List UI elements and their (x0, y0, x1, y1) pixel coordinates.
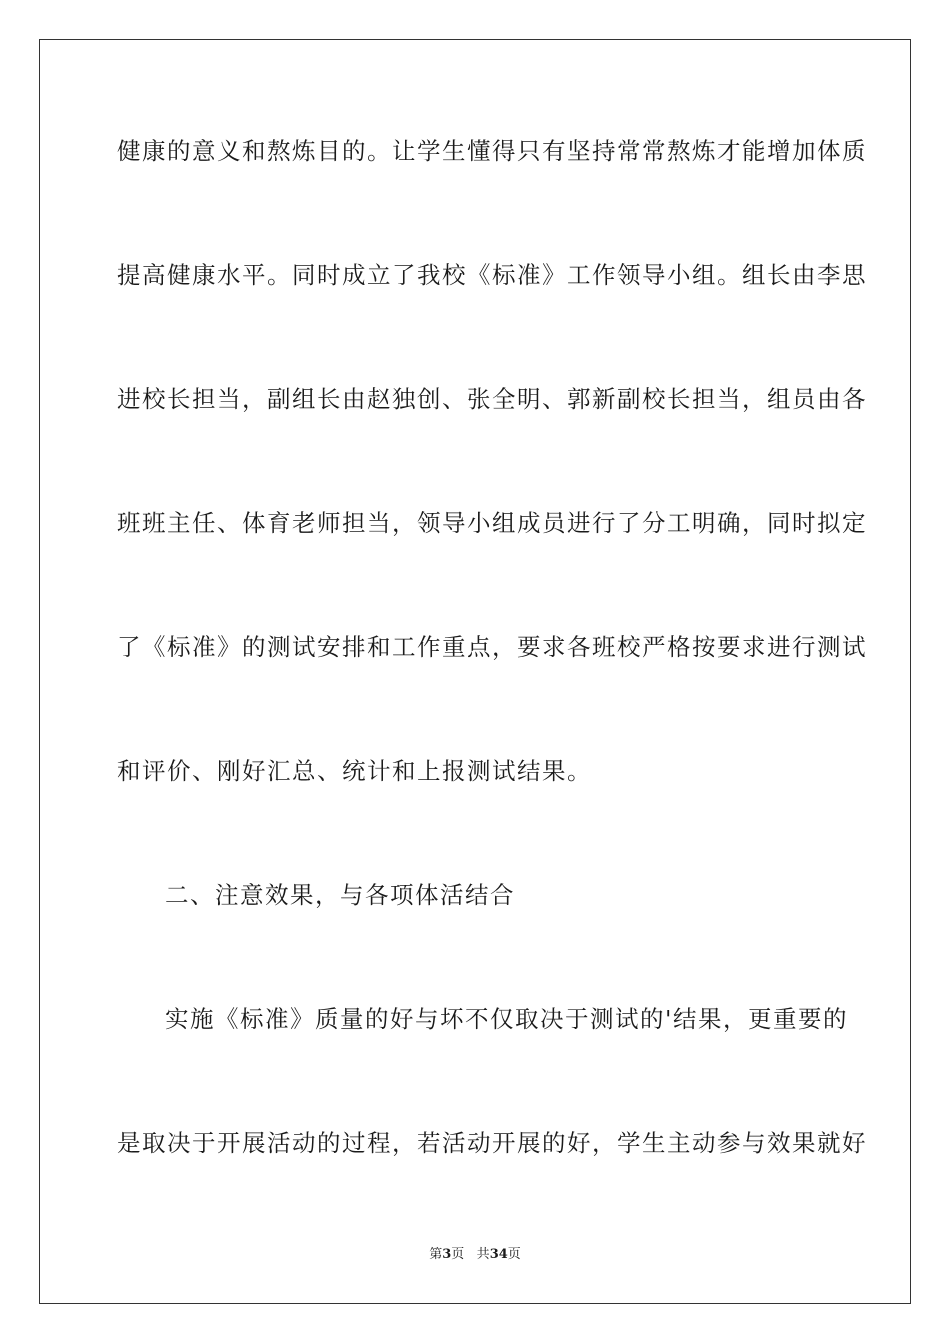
footer-prefix: 第 (429, 1247, 443, 1262)
body-line-8: 实施《标准》质量的好与坏不仅取决于测试的'结果，更重要的 (165, 1005, 848, 1033)
body-line-5: 了《标准》的测试安排和工作重点，要求各班校严格按要求进行测试 (117, 633, 867, 661)
body-line-2: 提高健康水平。同时成立了我校《标准》工作领导小组。组长由李思 (117, 261, 867, 289)
body-line-4: 班班主任、体育老师担当，领导小组成员进行了分工明确，同时拟定 (117, 509, 867, 537)
section-heading: 二、注意效果，与各项体活结合 (165, 881, 515, 909)
body-line-6: 和评价、刚好汇总、统计和上报测试结果。 (117, 757, 592, 785)
footer-page-unit: 页 (451, 1247, 465, 1262)
page-border (39, 39, 911, 1304)
footer-total-unit: 页 (507, 1247, 521, 1262)
body-line-9: 是取决于开展活动的过程，若活动开展的好，学生主动参与效果就好 (117, 1129, 867, 1157)
footer-page-number: 3 (442, 1247, 452, 1262)
footer-total-pages: 34 (489, 1247, 508, 1262)
footer-total-prefix: 共 (476, 1247, 490, 1262)
body-line-1: 健康的意义和熬炼目的。让学生懂得只有坚持常常熬炼才能增加体质 (117, 137, 867, 165)
body-line-3: 进校长担当，副组长由赵独创、张全明、郭新副校长担当，组员由各 (117, 385, 867, 413)
page-footer (0, 1246, 950, 1264)
